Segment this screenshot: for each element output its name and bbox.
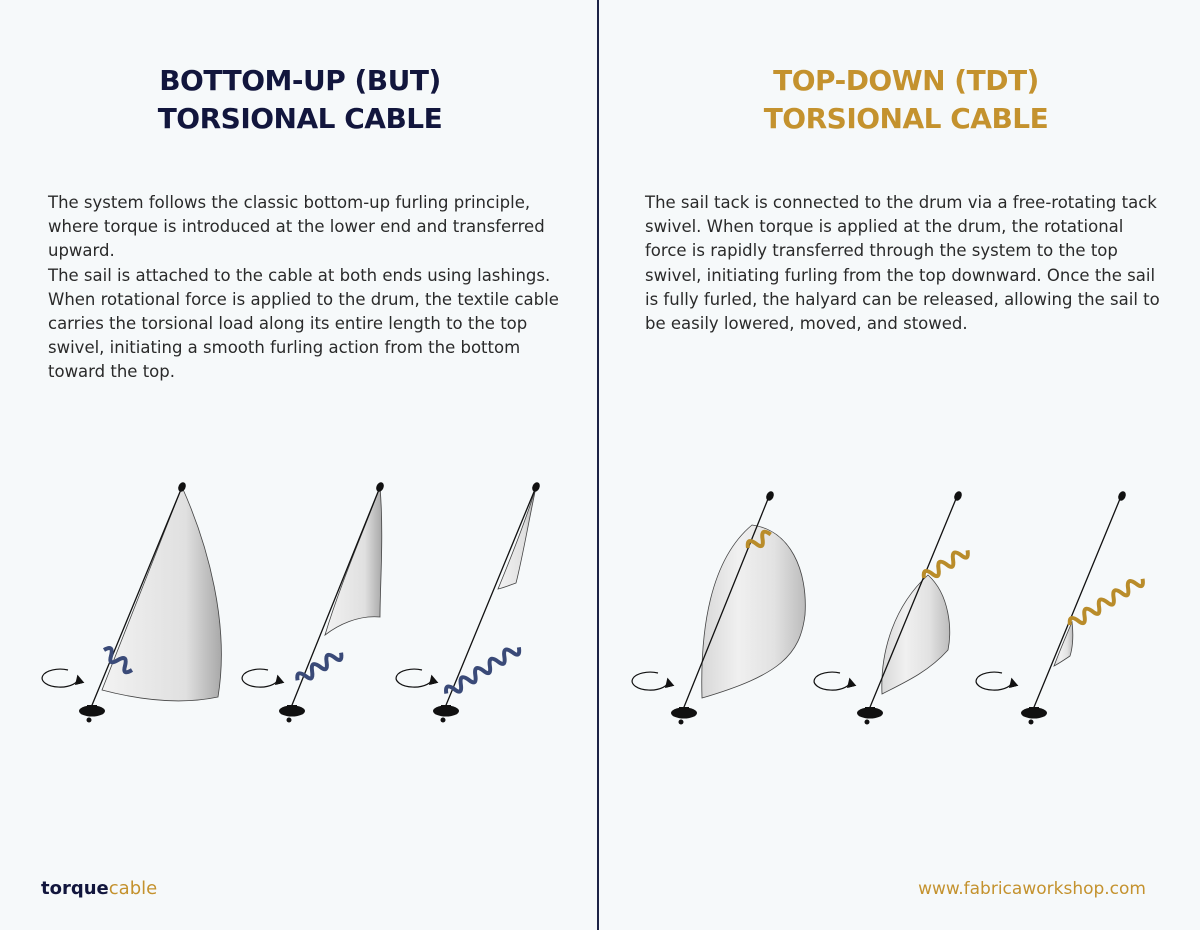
tdt-stage-2 (814, 490, 970, 725)
but-stage-1 (42, 481, 221, 723)
center-divider (597, 0, 599, 930)
right-paragraph-1: The sail tack is connected to the drum via a free-rotating tack swivel. When torque is applied at the drum, the rotational force is rapidly transferred through the system to the top swivel, initiating furling from the top downward. Once the sail is fully furled, the halyard can be released, allowing the sail to be easily lowered, moved, and stowed. (645, 193, 1160, 334)
brand-logo-light: cable (108, 878, 158, 899)
right-title-line2: TORSIONAL CABLE (763, 102, 1049, 135)
brand-logo-bold: torque (41, 878, 109, 899)
website-url: www.fabricaworkshop.com (918, 879, 1146, 899)
right-title (706, 62, 1106, 138)
left-title (100, 62, 500, 138)
left-description (48, 191, 568, 385)
right-description (645, 191, 1165, 336)
bottom-up-furling-illustration (40, 465, 580, 735)
left-title-line2: TORSIONAL CABLE (157, 102, 443, 135)
tdt-stage-1 (632, 490, 805, 725)
top-down-furling-illustration (630, 480, 1170, 740)
but-stage-2 (242, 481, 385, 723)
brand-logo (41, 878, 157, 899)
left-title-line1: BOTTOM-UP (BUT) (159, 64, 441, 97)
tdt-stage-3 (976, 490, 1145, 725)
left-paragraph-2: The sail is attached to the cable at both ends using lashings. When rotational force is applied to the drum, the textile cable carries the torsional load along its entire length to the top swivel, initiating a smooth furling action from the bottom toward the top. (48, 265, 559, 382)
but-stage-3 (396, 481, 541, 723)
right-title-line1: TOP-DOWN (TDT) (773, 64, 1039, 97)
left-paragraph-1: The system follows the classic bottom-up furling principle, where torque is introduced at the lower end and transferred upward. (48, 193, 545, 261)
